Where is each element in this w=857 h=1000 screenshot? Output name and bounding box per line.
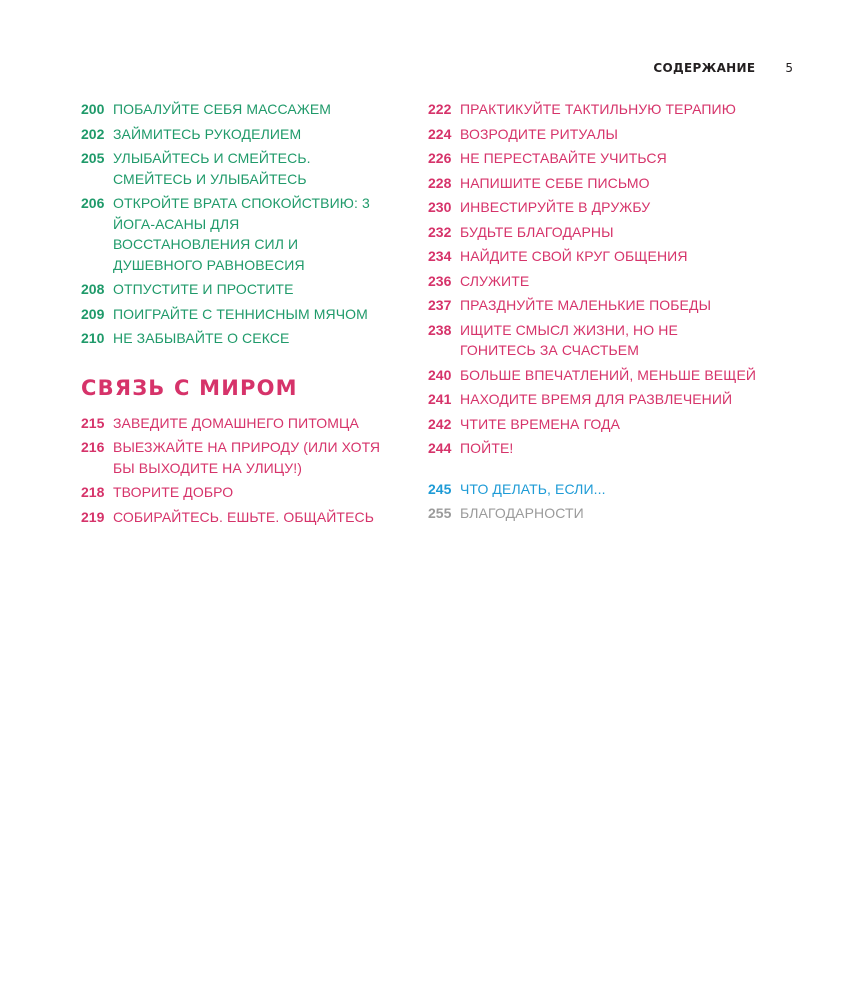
toc-entry-title: ОТПУСТИТЕ И ПРОСТИТЕ — [113, 281, 294, 297]
toc-entry[interactable] — [428, 414, 788, 435]
toc-entry[interactable] — [428, 99, 788, 120]
toc-entry[interactable] — [428, 246, 788, 267]
toc-entry-title: ЧТИТЕ ВРЕМЕНА ГОДА — [460, 415, 621, 432]
toc-entry-title: УЛЫБАЙТЕСЬ И СМЕЙТЕСЬ. СМЕЙТЕСЬ И УЛЫБАЙТЕСЬ — [113, 150, 311, 187]
toc-entry[interactable] — [81, 99, 401, 120]
toc-entry-title: ИЩИТЕ СМЫСЛ ЖИЗНИ, НО НЕ ГОНИТЕСЬ ЗА СЧАСТЬЕМ — [460, 321, 678, 358]
toc-entry-title: ПРАКТИКУЙТЕ ТАКТИЛЬНУЮ ТЕРАПИЮ — [460, 101, 736, 117]
toc-page-number: 208 — [81, 281, 105, 297]
toc-entry[interactable] — [428, 124, 788, 145]
toc-left-column — [81, 99, 401, 531]
toc-page-number: 242 — [428, 415, 452, 432]
toc-page-number: 215 — [81, 414, 105, 431]
toc-page-number: 244 — [428, 440, 452, 456]
toc-entry[interactable] — [428, 389, 788, 410]
toc-page-number: 224 — [428, 125, 452, 142]
toc-entry[interactable] — [428, 295, 788, 316]
toc-entry-title: НАПИШИТЕ СЕБЕ ПИСЬМО — [460, 174, 650, 191]
toc-entry[interactable] — [81, 507, 401, 528]
toc-page-number: 234 — [428, 248, 452, 264]
toc-page-number: 222 — [428, 101, 452, 117]
toc-entry-title: ПОЙТЕ! — [460, 440, 514, 456]
toc-entry[interactable] — [81, 193, 401, 275]
header-title: СОДЕРЖАНИЕ — [653, 61, 756, 75]
toc-entry-title: ЗАЙМИТЕСЬ РУКОДЕЛИЕМ — [113, 125, 302, 142]
toc-entry-title: НЕ ПЕРЕСТАВАЙТЕ УЧИТЬСЯ — [460, 150, 667, 166]
toc-entry[interactable] — [81, 437, 401, 478]
toc-page-number: 230 — [428, 199, 452, 215]
toc-entry-title: ПОИГРАЙТЕ С ТЕННИСНЫМ МЯЧОМ — [113, 305, 368, 322]
toc-entry[interactable] — [81, 413, 401, 434]
toc-page-number: 238 — [428, 321, 452, 338]
toc-entry[interactable] — [81, 279, 401, 300]
toc-entry-title: ТВОРИТЕ ДОБРО — [113, 484, 234, 500]
toc-entry[interactable] — [428, 503, 788, 524]
toc-entry-title: НАХОДИТЕ ВРЕМЯ ДЛЯ РАЗВЛЕЧЕНИЙ — [460, 391, 733, 407]
toc-page-number: 240 — [428, 366, 452, 383]
toc-entry-title: БЛАГОДАРНОСТИ — [460, 505, 584, 521]
toc-page-number: 218 — [81, 484, 105, 500]
toc-entry-title: СЛУЖИТЕ — [460, 272, 530, 289]
toc-page-number: 237 — [428, 297, 452, 313]
toc-entry[interactable] — [81, 304, 401, 325]
toc-page-number: 206 — [81, 195, 105, 211]
toc-entry[interactable] — [428, 479, 788, 500]
toc-entry-title: НЕ ЗАБЫВАЙТЕ О СЕКСЕ — [113, 330, 290, 346]
toc-page-number: 255 — [428, 505, 452, 521]
toc-entry[interactable] — [81, 482, 401, 503]
toc-entry-title: ЗАВЕДИТЕ ДОМАШНЕГО ПИТОМЦА — [113, 414, 359, 431]
toc-entry-title: БУДЬТЕ БЛАГОДАРНЫ — [460, 223, 614, 240]
toc-entry[interactable] — [428, 438, 788, 459]
toc-entry[interactable] — [428, 271, 788, 292]
toc-entry-title: ВЫЕЗЖАЙТЕ НА ПРИРОДУ (ИЛИ ХОТЯ БЫ ВЫХОДИТЕ НА УЛИЦУ!) — [113, 439, 381, 476]
toc-entry[interactable] — [428, 320, 788, 361]
toc-page-number: 226 — [428, 150, 452, 166]
toc-entry[interactable] — [428, 197, 788, 218]
toc-page-number: 245 — [428, 480, 452, 497]
toc-page-number: 205 — [81, 150, 105, 166]
toc-entry[interactable] — [428, 148, 788, 169]
toc-entry-title: НАЙДИТЕ СВОЙ КРУГ ОБЩЕНИЯ — [460, 248, 688, 264]
toc-entry-title: ПРАЗДНУЙТЕ МАЛЕНЬКИЕ ПОБЕДЫ — [460, 297, 712, 313]
running-header — [653, 61, 793, 75]
toc-entry-title: ВОЗРОДИТЕ РИТУАЛЫ — [460, 125, 618, 142]
toc-page-number: 241 — [428, 391, 452, 407]
toc-page-number: 202 — [81, 125, 105, 142]
toc-entry-title: СОБИРАЙТЕСЬ. ЕШЬТЕ. ОБЩАЙТЕСЬ — [113, 508, 375, 525]
toc-entry[interactable] — [81, 148, 401, 189]
toc-entry-title: ПОБАЛУЙТЕ СЕБЯ МАССАЖЕМ — [113, 101, 332, 117]
toc-entry[interactable] — [81, 328, 401, 349]
toc-page-number: 210 — [81, 330, 105, 346]
toc-entry[interactable] — [428, 365, 788, 386]
toc-page-number: 236 — [428, 272, 452, 289]
toc-page-number: 219 — [81, 508, 105, 525]
toc-page-number: 200 — [81, 101, 105, 117]
toc-page-number: 216 — [81, 439, 105, 455]
toc-entry-title: БОЛЬШЕ ВПЕЧАТЛЕНИЙ, МЕНЬШЕ ВЕЩЕЙ — [460, 366, 757, 383]
toc-page-number: 228 — [428, 174, 452, 191]
section-heading: СВЯЗЬ С МИРОМ — [81, 375, 298, 400]
toc-right-column — [428, 99, 788, 528]
toc-entry-title: ЧТО ДЕЛАТЬ, ЕСЛИ... — [460, 480, 606, 497]
toc-entry[interactable] — [81, 124, 401, 145]
toc-page-number: 209 — [81, 305, 105, 322]
toc-entry-title: ОТКРОЙТЕ ВРАТА СПОКОЙСТВИЮ: 3 ЙОГА-АСАНЫ ДЛЯ ВОССТАНОВЛЕНИЯ СИЛ И ДУШЕВНОГО РАВНОВЕСИЯ — [113, 195, 370, 273]
toc-entry-title: ИНВЕСТИРУЙТЕ В ДРУЖБУ — [460, 199, 651, 215]
toc-entry[interactable] — [428, 222, 788, 243]
toc-page-number: 232 — [428, 223, 452, 240]
page-number: 5 — [785, 61, 793, 75]
toc-entry[interactable] — [428, 173, 788, 194]
